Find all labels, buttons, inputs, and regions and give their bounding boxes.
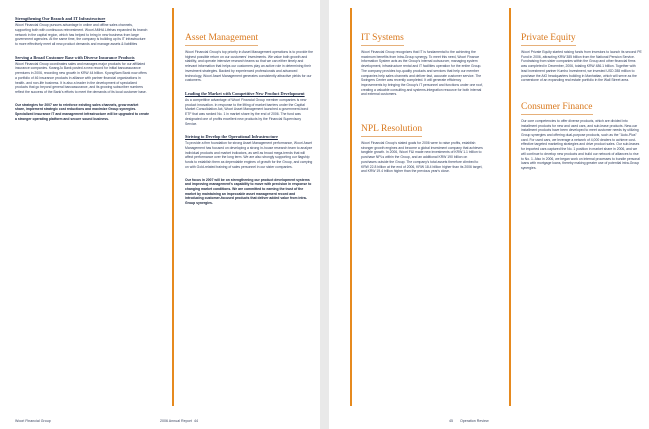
column-pe-consumer xyxy=(521,32,642,429)
paragraph-new-product: As a competitive advantage of Woori Financial Group member companies is new product innovation. In response to the lifting of market barriers under the Capital Market Consolidation Act, Woori Asset Management launched a government-bond ETF that was ranked No. 1 in market share by the end of 2006. The fund was designated one of profits excellent new products by the Financial Supervisory Service. xyxy=(185,98,309,126)
paragraph-operational-infra: To provide a firm foundation for strong Asset Management performance, Woori Asset Management has focused on developing a strong in-house research team to analyze individual products and market indicators, as well as broad mega-trends that will affect performance over the long term. We are also strongly supporting our flagship funds to establish them as dependable engines of growth for the Group, and carrying on with Gold-related training of sales personnel in our sister companies. xyxy=(185,141,313,169)
accent-divider xyxy=(172,8,174,406)
footer-right-section: Operation Review xyxy=(460,419,489,423)
heading-operational-infra: Striving to Develop the Operational Infrastructure xyxy=(185,134,278,140)
paragraph-private-equity: Woori Private Equity started raising funds from investors to launch its second PE Fund in 2006, attracting KRW 385 billion from the National Pension Service. Fundraising from sister companies within the Group and other financial firms was completed in December, 2006, totaling KRW 486.1 billion. Together with lead investment partner Kumho Investment, we invested USD 288 million to purchase the AIG headquarters building in Manhattan, which will serve as the cornerstone of an expanding real estate portfolio in the Wall Street area. xyxy=(521,50,642,83)
section-title-asset-management: Asset Management xyxy=(185,32,313,46)
section-title-consumer-finance: Consumer Finance xyxy=(521,101,642,115)
footer-left-title: Woori Financial Group xyxy=(15,419,51,423)
paragraph-consumer-finance: Our core competencies to offer diverse products, which are divided into installment products for new and used cars, and sub-lease products. New-car installment products have been developed to meet customer needs by utilizing Group synergies and offering dual-purpose products, such as the "Auto-Plus" card. For used cars, we leverage a network of 4,000 dealers to achieve cost-effective targeted marketing strategies and drive product sales. Our sub-leases for imported cars captured the No. 1 position in market share in 2006, and we will continue to develop new products and build our network of alliances to rise to No. 1. Also in 2006, we began work on internal processes to bundle personal loans with mortgage loans, thereby making greater use of potential intra-Group synergies. xyxy=(521,118,640,170)
paragraph-strategy-2007: Our strategies for 2007 are to reinforce existing sales channels, grow market share, implement strategic cost reductions and maximize Group synergies. Specialized insurance IT and management infrastructure will be upgraded to create a stronger operating platform and secure sound business. xyxy=(15,102,149,121)
page-number-right: 45 xyxy=(449,419,453,423)
left-page xyxy=(0,0,320,429)
paragraph-branch-it: Woori Financial Group pursues advantage in online and offline sales channels, supporting both with continuous reinvestment. Woori AMHA Lifehas expanded its branch network in the capital region, which has helped to bring in new business from large government agencies. At the same time, the company is building up its IT infrastructure to more effectively meet all new-product demands and manage assets & liabilities xyxy=(15,23,148,46)
paragraph-it-systems: Woori Financial Group recognizes that IT is fundamental to the achieving the maximum benefits from intra-Group synergy. To meet this need, Woori Finance Information System acts as the Group's internal outsourcer, managing system development, infrastructure rental and IT facilities operation for the entire Group. The company provides top-quality products and services that help our member companies help sales channels and deliver fast, accurate customer service. The Swingers Center was recently completed. It will generate efficiency improvements by bringing the Group's IT personnel and functions under one roof, creating a valuable consulting and systems-integration resource for both internal and external customers. xyxy=(361,50,483,97)
page-number-left: 44 xyxy=(194,419,198,423)
accent-divider xyxy=(350,8,352,406)
column-insurance xyxy=(15,16,149,426)
column-asset-management xyxy=(185,32,313,429)
paragraph-focus-2007: Our focus in 2007 will be on strengthening our product development systems and improving management's capability to move with precision in response to changing market conditions. We are committed to earning the trust of the market by maintaining an impeccable asset management record and introducing customer-focused products that deliver added value from intra-Group synergies. xyxy=(185,177,312,206)
footer-left-report: 2006 Annual Report xyxy=(160,419,192,423)
paragraph-asset-intro: Woori Financial Group's top priority in Asset Management operations is to provide the highest possible return on our customers' investments. We value both growth and stability, and operate intensive research teams so that we can either timely and relevant information that helps our customers play an active role in determining their investment strategies. Backed by experienced professionals and advanced technology, Woori Asset Management generates consistently attractive yields for our customers. xyxy=(185,50,313,83)
section-title-it-systems: IT Systems xyxy=(361,32,483,46)
paragraph-diverse-insurance: Woori Financial Group coordinates sales and manages major products for our affiliated insurance companies. KwangJu Bank posted a new record for initial bancassurance premiums in 2006, recording new growth in KRW 44 billion. KyongNam Bank now offers a portfolio of 46 insurance products in alliance with partner financial organizations in health- and non-life business. It is also a leader in the development of specialized products that go beyond general bancassurance, and its growing subscriber numbers reflect the success of the Bank's efforts to meet the demands of its local customer base. xyxy=(15,61,147,94)
heading-diverse-insurance: Serving a Broad Customer Base with Diverse Insurance Products xyxy=(15,54,135,60)
right-page xyxy=(329,0,649,429)
accent-divider xyxy=(509,8,511,406)
section-title-private-equity: Private Equity xyxy=(521,32,642,46)
heading-new-product: Leading the Market with Competitive New Product Development xyxy=(185,90,305,96)
heading-branch-it: Strengthening Our Branch and IT Infrastructure xyxy=(15,16,106,21)
column-it-npl xyxy=(361,32,483,429)
section-title-npl-resolution: NPL Resolution xyxy=(361,123,483,137)
paragraph-npl-resolution: Woori Financial Group's stated goals for 2006 were to raise profits, establish stronger growth engines and become a global investment company that achieves tangible growth. In 2006, Woori F&I made new investments of KRW 1.1 trillion to purchase NPLs within the Group, and an additional KRW 190 billion on purchases outside the Group. The company's total assets therefore climbed to KRW 22.8 billion at the end of 2006, KRW 18.4 billion higher than its 2006 target, and KRW 19.4 trillion higher than the previous year's close. xyxy=(361,141,483,174)
